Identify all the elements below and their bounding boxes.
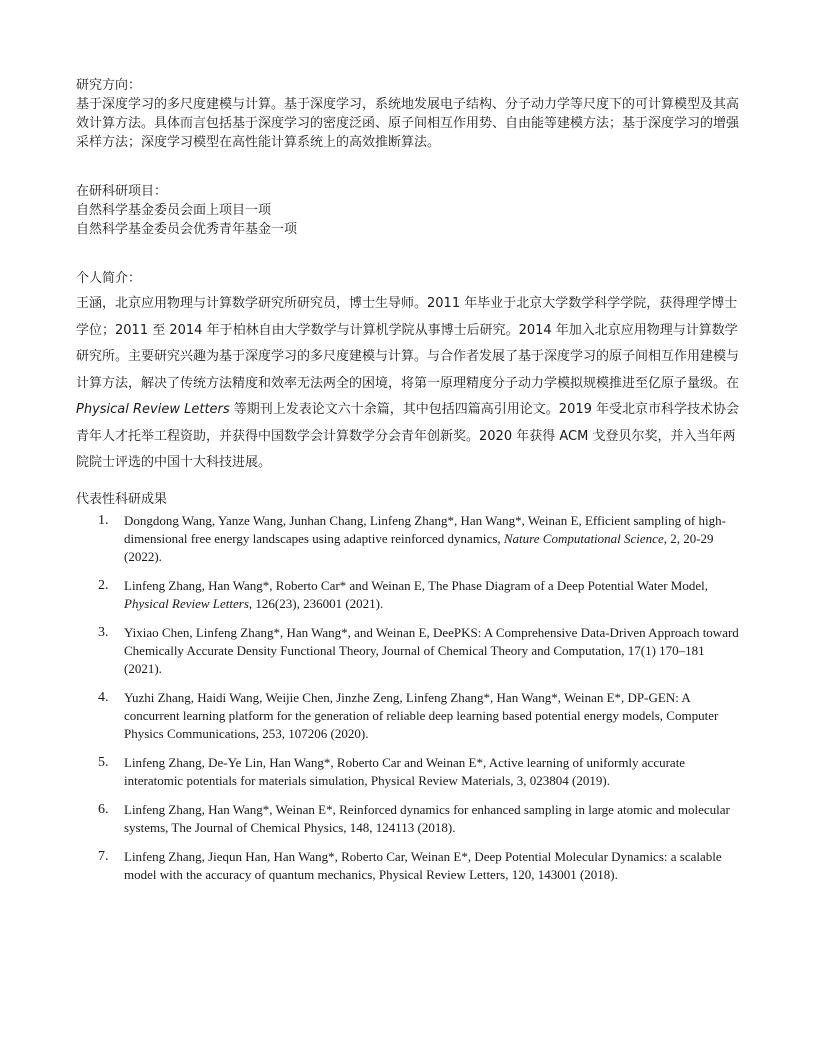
publication-text: Dongdong Wang, Yanze Wang, Junhan Chang, Linfeng Zhang*, Han Wang*, Weinan E, Efficient sampling of high-dimensional free energy landscapes using adaptive reinforced dynamics,	[124, 512, 726, 546]
publication-item	[76, 624, 740, 678]
publication-text: Linfeng Zhang, De-Ye Lin, Han Wang*, Roberto Car and Weinan E*, Active learning of uniformly accurate interatomic potentials for materials simulation, Physical Review Materials, 3, 023804 (2019).	[124, 754, 686, 788]
publication-text: Yuzhi Zhang, Haidi Wang, Weijie Chen, Jinzhe Zeng, Linfeng Zhang*, Han Wang*, Weinan E*, DP-GEN: A concurrent learning platform for the generation of reliable deep learning based potential energy models, Computer Physics Communications, 253, 107206 (2020).	[124, 689, 719, 741]
bio-heading: 个人简介：	[76, 271, 142, 286]
research-body: 基于深度学习的多尺度建模与计算。基于深度学习，系统地发展电子结构、分子动力学等尺度下的可计算模型及其高效计算方法。具体而言包括基于深度学习的密度泛函、原子间相互作用势、自由能等建模方法；基于深度学习的增强采样方法；深度学习模型在高性能计算系统上的高效推断算法。	[76, 97, 740, 150]
publication-number: 4.	[98, 689, 109, 705]
project-item: 自然科学基金委员会优秀青年基金一项	[76, 222, 298, 237]
publication-item	[76, 689, 740, 743]
bio-text-part1: 王涵，北京应用物理与计算数学研究所研究员，博士生导师。2011 年毕业于北京大学数学科学学院，获得理学博士学位；2011 至 2014 年于柏林自由大学数学与计算机学院从事博士后研究。2014 年加入北京应用物理与计算数学研究所。主要研究兴趣为基于深度学习的多尺度建模与计算。与合作者发展了基于深度学习的原子间相互作用建模与计算方法，解决了传统方法精度和效率无法两全的困境，将第一原理精度分子动力学模拟规模推进至亿原子量级。在	[76, 296, 740, 391]
publication-number: 3.	[98, 624, 109, 640]
publication-list	[76, 512, 740, 884]
publication-details: , 2, 20-29 (2022).	[124, 530, 714, 564]
bio-paragraph	[76, 291, 740, 477]
publication-item	[76, 512, 740, 566]
bio-journal: Physical Review Letters	[76, 402, 230, 417]
publication-number: 6.	[98, 801, 109, 817]
publication-number: 7.	[98, 848, 109, 864]
publication-item	[76, 848, 740, 884]
publication-number: 5.	[98, 754, 109, 770]
publication-number: 1.	[98, 512, 109, 528]
publication-item	[76, 801, 740, 837]
document-page	[76, 76, 740, 895]
publication-item	[76, 577, 740, 613]
publication-text: Yixiao Chen, Linfeng Zhang*, Han Wang*, and Weinan E, DeePKS: A Comprehensive Data-Driven Approach toward Chemically Accurate Density Functional Theory, Journal of Chemical Theory and Computation, 17(1) 170–181 (2021).	[124, 624, 739, 676]
publication-text: Linfeng Zhang, Jiequn Han, Han Wang*, Roberto Car, Weinan E*, Deep Potential Molecular Dynamics: a scalable model with the accuracy of quantum mechanics, Physical Review Letters, 120, 143001 (2018).	[124, 848, 722, 882]
research-heading: 研究方向：	[76, 78, 142, 93]
publication-text: Linfeng Zhang, Han Wang*, Roberto Car* and Weinan E, The Phase Diagram of a Deep Potential Water Model,	[124, 577, 708, 593]
publication-details: , 126(23), 236001 (2021).	[248, 595, 384, 611]
publication-text: Linfeng Zhang, Han Wang*, Weinan E*, Reinforced dynamics for enhanced sampling in large atomic and molecular systems, The Journal of Chemical Physics, 148, 124113 (2018).	[124, 801, 730, 835]
projects-heading: 在研科研项目：	[76, 184, 168, 199]
publication-journal: Nature Computational Science	[503, 530, 664, 546]
publication-journal: Physical Review Letters	[124, 595, 249, 611]
project-item: 自然科学基金委员会面上项目一项	[76, 203, 272, 218]
publication-number: 2.	[98, 577, 109, 593]
publication-item	[76, 754, 740, 790]
publications-heading: 代表性科研成果	[76, 491, 168, 507]
bio-text-part2: 等期刊上发表论文六十余篇，其中包括四篇高引用论文。2019 年受北京市科学技术协会青年人才托举工程资助，并获得中国数学会计算数学分会青年创新奖。2020 年获得 ACM 戈登贝尔奖，并入当年两院院士评选的中国十大科技进展。	[76, 402, 740, 470]
